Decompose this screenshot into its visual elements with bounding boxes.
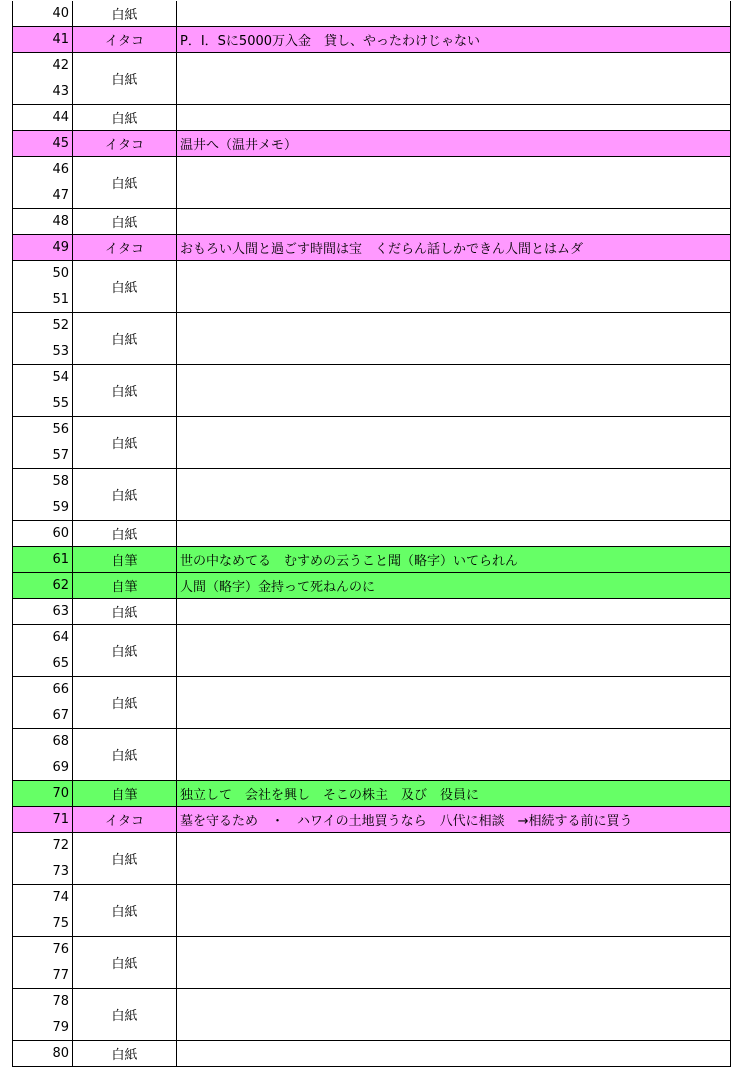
page-type: イタコ	[73, 27, 177, 52]
page-number: 73	[52, 864, 69, 879]
page-number-cell	[13, 521, 73, 546]
page-table	[12, 1, 731, 1067]
page-type: 白紙	[73, 989, 177, 1040]
page-content	[177, 885, 730, 936]
page-number: 75	[52, 916, 69, 931]
page-number-cell	[13, 547, 73, 572]
page-content	[177, 1041, 730, 1066]
table-row	[12, 53, 731, 105]
table-row	[12, 131, 731, 157]
page-type: 白紙	[73, 261, 177, 312]
page-type: 白紙	[73, 521, 177, 546]
page-number: 50	[52, 266, 69, 281]
page-number: 62	[52, 578, 69, 593]
page-content	[177, 417, 730, 468]
page-number-cell	[13, 573, 73, 598]
page-type: 白紙	[73, 1, 177, 26]
page-number-cell	[13, 807, 73, 832]
page-content: 温井へ（温井メモ）	[180, 138, 298, 153]
page-number: 46	[52, 162, 69, 177]
page-number: 53	[52, 344, 69, 359]
page-content	[177, 677, 730, 728]
page-content	[177, 599, 730, 624]
page-content: 墓を守るため ・ ハワイの土地買うなら 八代に相談 →相続する前に買う	[180, 814, 633, 829]
page-number: 43	[52, 84, 69, 99]
page-number-cell	[13, 235, 73, 260]
page-number-cell	[13, 53, 73, 104]
page-number-cell	[13, 677, 73, 728]
page-type: 白紙	[73, 1041, 177, 1066]
table-row	[12, 27, 731, 53]
page-number: 78	[52, 994, 69, 1009]
page-content: 人間（略字）金持って死ねんのに	[180, 580, 376, 595]
page-number: 74	[52, 890, 69, 905]
page-number-cell	[13, 27, 73, 52]
page-number-cell	[13, 131, 73, 156]
page-number: 70	[52, 786, 69, 801]
page-type: 白紙	[73, 937, 177, 988]
table-row	[12, 625, 731, 677]
page-number: 72	[52, 838, 69, 853]
page-number-cell	[13, 1041, 73, 1066]
table-row	[12, 261, 731, 313]
page-number-cell	[13, 989, 73, 1040]
table-row	[12, 1041, 731, 1067]
table-row	[12, 469, 731, 521]
page-number: 61	[52, 552, 69, 567]
page-number-cell	[13, 105, 73, 130]
table-row	[12, 157, 731, 209]
page-number: 66	[52, 682, 69, 697]
table-row	[12, 105, 731, 131]
page-content: おもろい人間と過ごす時間は宝 くだらん話しかできん人間とはムダ	[180, 242, 584, 257]
page-number-cell	[13, 1, 73, 26]
page-number: 57	[52, 448, 69, 463]
table-row	[12, 729, 731, 781]
table-row	[12, 573, 731, 599]
page-type: 白紙	[73, 313, 177, 364]
table-row	[12, 677, 731, 729]
page-number-cell	[13, 625, 73, 676]
page-number: 40	[52, 6, 69, 21]
page-number: 63	[52, 604, 69, 619]
page-number-cell	[13, 313, 73, 364]
page-number: 69	[52, 760, 69, 775]
page-number: 49	[52, 240, 69, 255]
page-type: イタコ	[73, 235, 177, 260]
page-number: 80	[52, 1046, 69, 1061]
page-number: 56	[52, 422, 69, 437]
page-content	[177, 157, 730, 208]
page-number: 51	[52, 292, 69, 307]
page-type: 白紙	[73, 599, 177, 624]
page-type: 白紙	[73, 105, 177, 130]
page-number-cell	[13, 261, 73, 312]
page-number: 48	[52, 214, 69, 229]
page-number: 76	[52, 942, 69, 957]
table-row	[12, 885, 731, 937]
page-content: 独立して 会社を興し そこの株主 及び 役員に	[180, 788, 480, 803]
table-row	[12, 313, 731, 365]
page-content	[177, 209, 730, 234]
page-number: 45	[52, 136, 69, 151]
page-number: 65	[52, 656, 69, 671]
page-number: 58	[52, 474, 69, 489]
page-number-cell	[13, 833, 73, 884]
page-content: 世の中なめてる むすめの云うこと聞（略字）いてられん	[180, 554, 519, 569]
page-number-cell	[13, 157, 73, 208]
page-number: 44	[52, 110, 69, 125]
page-type: 白紙	[73, 625, 177, 676]
page-number-cell	[13, 937, 73, 988]
table-row	[12, 547, 731, 573]
table-row	[12, 599, 731, 625]
page-type: 自筆	[73, 573, 177, 598]
table-row	[12, 365, 731, 417]
page-number-cell	[13, 417, 73, 468]
page-content	[177, 833, 730, 884]
table-row	[12, 807, 731, 833]
page-content	[177, 313, 730, 364]
page-number: 77	[52, 968, 69, 983]
table-row	[12, 937, 731, 989]
table-row	[12, 417, 731, 469]
page-type: 白紙	[73, 209, 177, 234]
table-row	[12, 833, 731, 885]
page-number: 60	[52, 526, 69, 541]
page-content	[177, 53, 730, 104]
page-number: 71	[52, 812, 69, 827]
page-number: 79	[52, 1020, 69, 1035]
page-number: 64	[52, 630, 69, 645]
page-number-cell	[13, 729, 73, 780]
page-content: P．I．Sに5000万入金 貸し、やったわけじゃない	[180, 34, 481, 49]
page-type: 自筆	[73, 781, 177, 806]
page-type: 白紙	[73, 53, 177, 104]
page-type: イタコ	[73, 807, 177, 832]
page-number: 47	[52, 188, 69, 203]
page-number: 52	[52, 318, 69, 333]
page-number: 68	[52, 734, 69, 749]
page-number-cell	[13, 209, 73, 234]
page-content	[177, 365, 730, 416]
page-type: イタコ	[73, 131, 177, 156]
page-number-cell	[13, 885, 73, 936]
page-content	[177, 261, 730, 312]
table-row	[12, 209, 731, 235]
table-row	[12, 235, 731, 261]
page-type: 白紙	[73, 365, 177, 416]
page-type: 白紙	[73, 885, 177, 936]
page-type: 白紙	[73, 417, 177, 468]
page-content	[177, 1, 730, 26]
page-type: 白紙	[73, 729, 177, 780]
page-number: 54	[52, 370, 69, 385]
page-type: 白紙	[73, 833, 177, 884]
page-type: 白紙	[73, 157, 177, 208]
page-type: 自筆	[73, 547, 177, 572]
page-number: 67	[52, 708, 69, 723]
page-content	[177, 521, 730, 546]
page-number-cell	[13, 599, 73, 624]
page-type: 白紙	[73, 469, 177, 520]
table-row	[12, 781, 731, 807]
page-number: 59	[52, 500, 69, 515]
page-content	[177, 105, 730, 130]
page-number-cell	[13, 469, 73, 520]
page-number-cell	[13, 781, 73, 806]
table-row	[12, 521, 731, 547]
page-number: 42	[52, 58, 69, 73]
page-content	[177, 729, 730, 780]
page-number: 55	[52, 396, 69, 411]
page-content	[177, 625, 730, 676]
page-number: 41	[52, 32, 69, 47]
table-row	[12, 989, 731, 1041]
page-content	[177, 469, 730, 520]
page-number-cell	[13, 365, 73, 416]
page-type: 白紙	[73, 677, 177, 728]
page-content	[177, 937, 730, 988]
table-row	[12, 1, 731, 27]
page-content	[177, 989, 730, 1040]
